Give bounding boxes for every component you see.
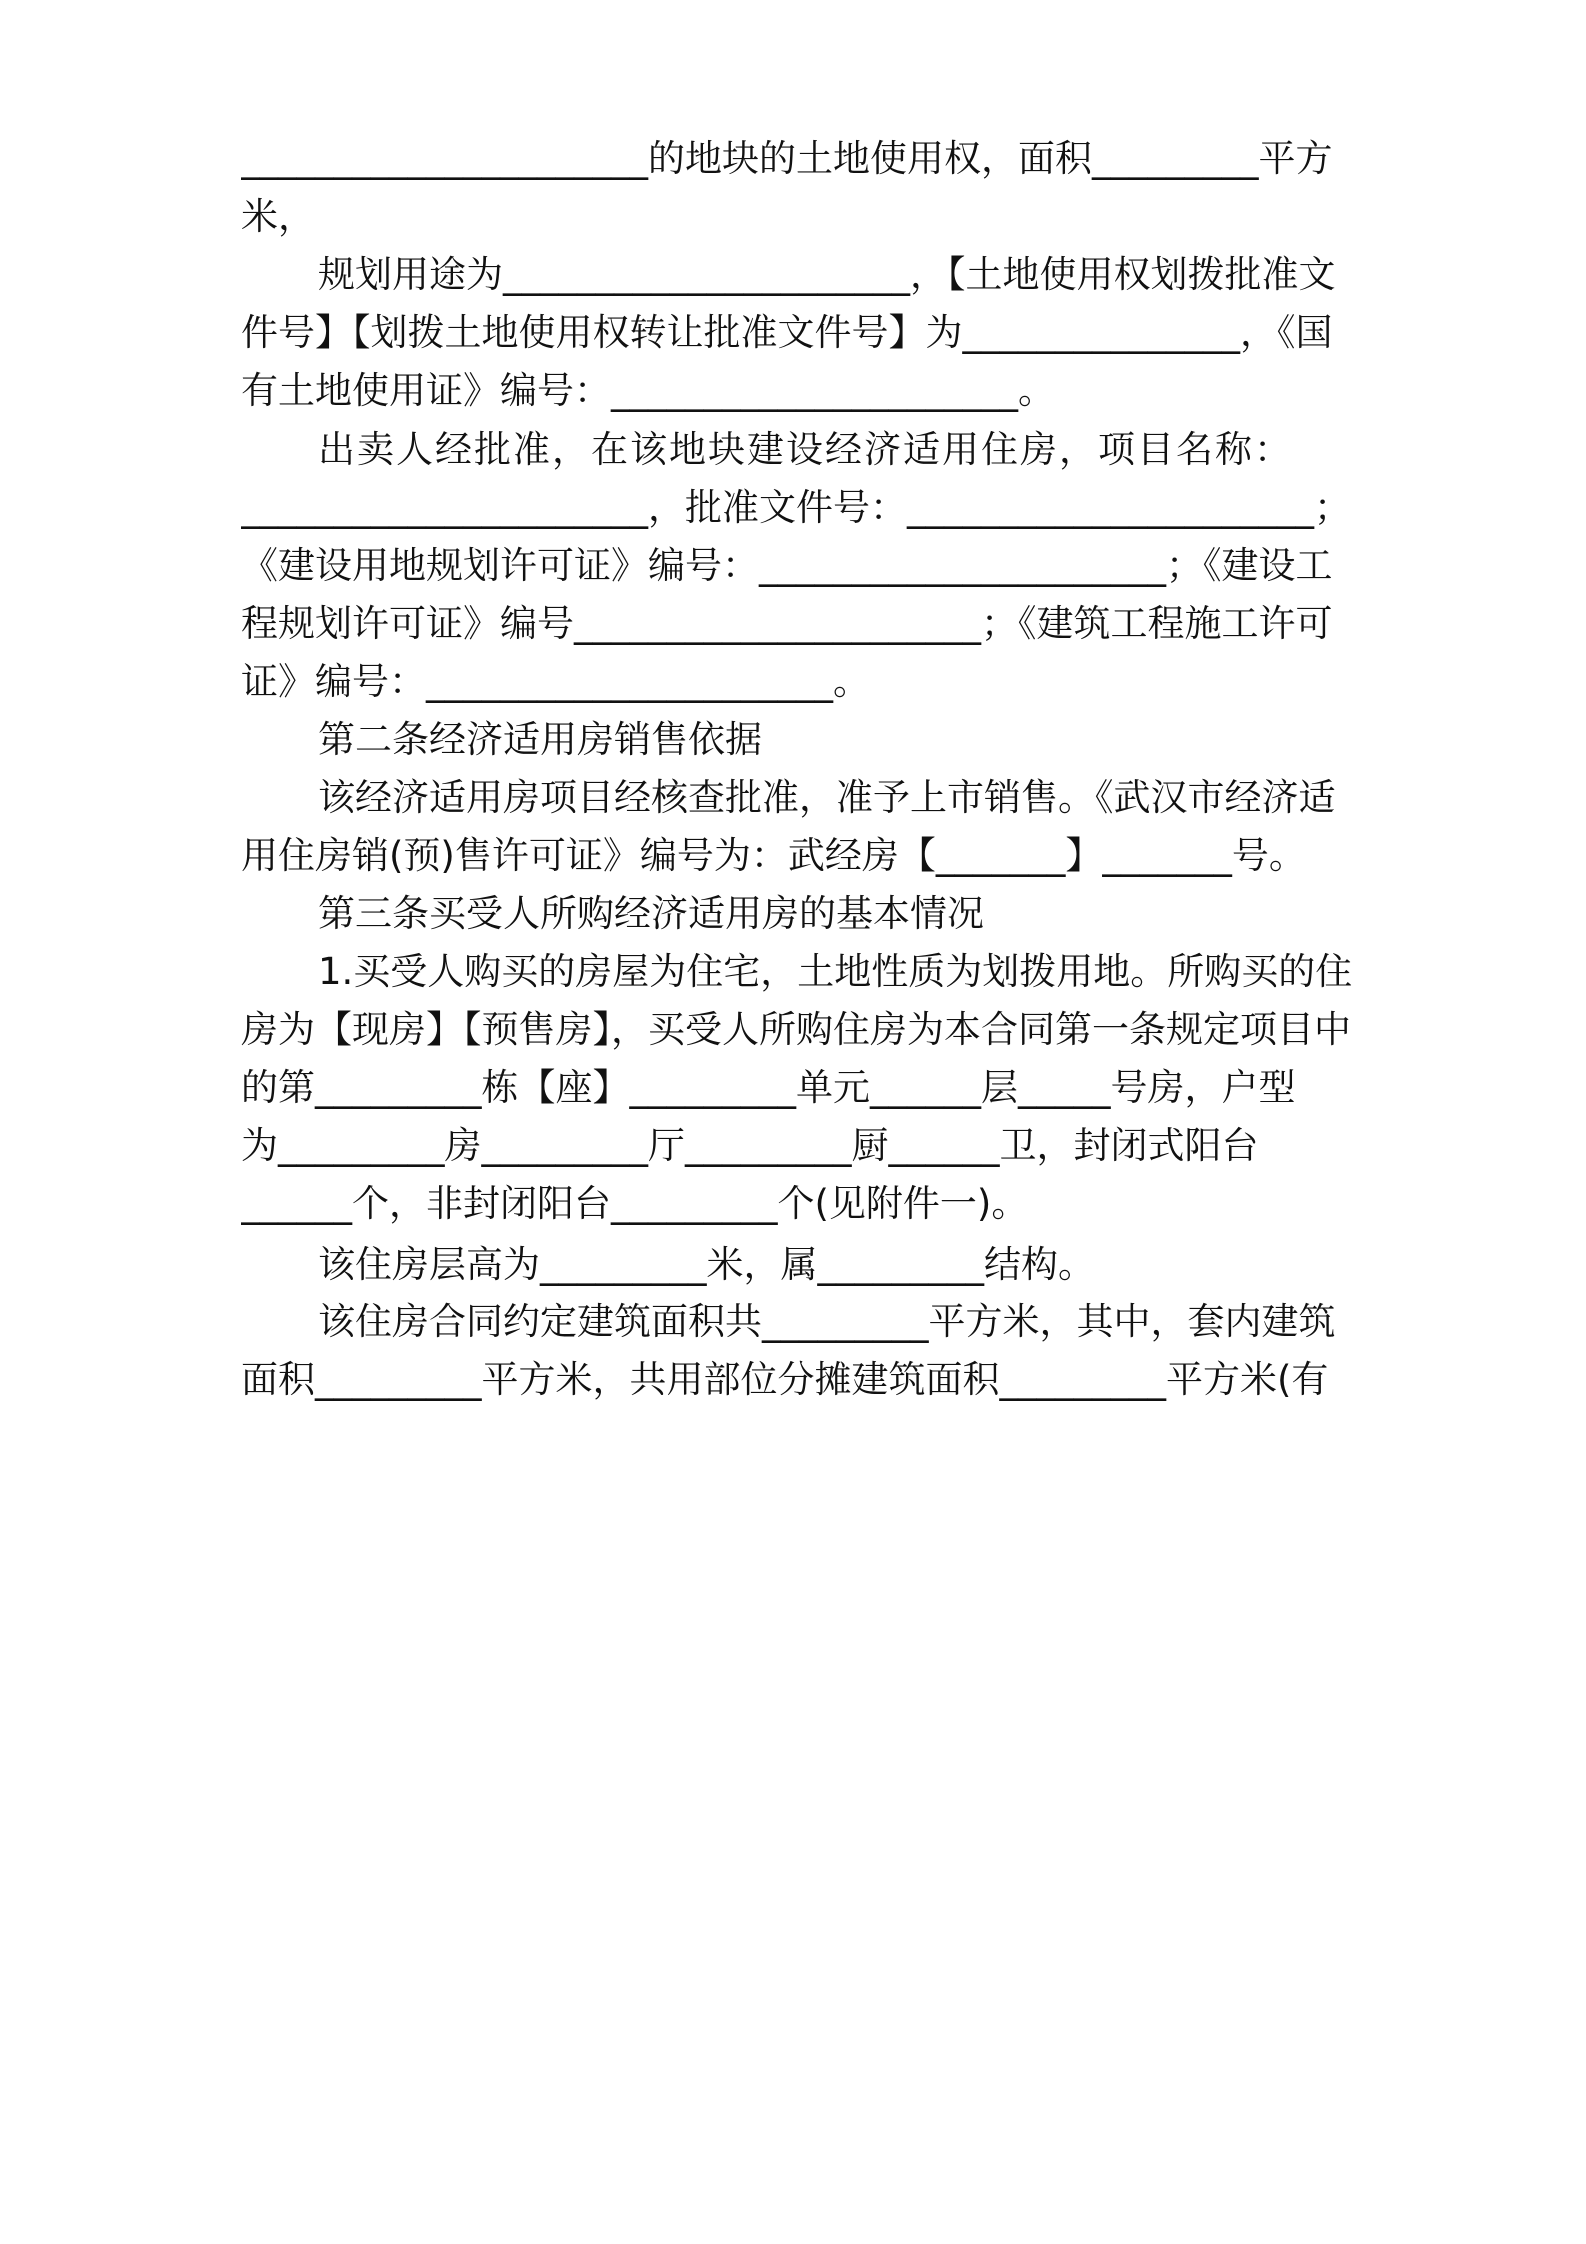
text-line: 出卖人经批准，在该地块建设经济适用住房，项目名称：: [318, 428, 1293, 471]
text-line: ______________________，批准文件号：______________________；: [241, 486, 1351, 529]
text-line: 用住房销(预)售许可证》编号为：武经房【_______】_______号。: [241, 834, 1306, 877]
text-line: 该住房层高为_________米，属_________结构。: [318, 1243, 1095, 1286]
text-line: 为_________房_________厅_________厨______卫，封闭式阳台: [241, 1124, 1259, 1167]
text-line: 该住房合同约定建筑面积共_________平方米，其中，套内建筑: [318, 1300, 1336, 1343]
text-line: 有土地使用证》编号：______________________。: [241, 369, 1055, 412]
text-line: 程规划许可证》编号______________________；《建筑工程施工许可: [241, 602, 1333, 645]
text-line: 该经济适用房项目经核查批准，准予上市销售。《武汉市经济适: [318, 776, 1336, 819]
text-line: ______________________的地块的土地使用权，面积_________平方: [241, 137, 1333, 180]
section-heading: 第二条经济适用房销售依据: [318, 718, 762, 761]
text-line: 面积_________平方米，共用部位分摊建筑面积_________平方米(有: [241, 1358, 1329, 1401]
text-line: 《建设用地规划许可证》编号：______________________；《建设工: [241, 544, 1333, 587]
text-line: 证》编号：______________________。: [241, 660, 870, 703]
text-line: 1.买受人购买的房屋为住宅，土地性质为划拨用地。所购买的住: [318, 950, 1353, 993]
text-line: ______个，非封闭阳台_________个(见附件一)。: [241, 1182, 1029, 1225]
text-line: 米，: [241, 195, 315, 238]
section-heading: 第三条买受人所购经济适用房的基本情况: [318, 892, 984, 935]
text-line: 的第_________栋【座】_________单元______层_____号房，户型: [241, 1066, 1296, 1109]
text-line: 房为【现房】【预售房】，买受人所购住房为本合同第一条规定项目中: [241, 1008, 1351, 1051]
text-line: 件号】【划拨土地使用权转让批准文件号】为_______________，《国: [241, 311, 1333, 354]
text-line: 规划用途为______________________，【土地使用权划拨批准文: [318, 253, 1336, 296]
